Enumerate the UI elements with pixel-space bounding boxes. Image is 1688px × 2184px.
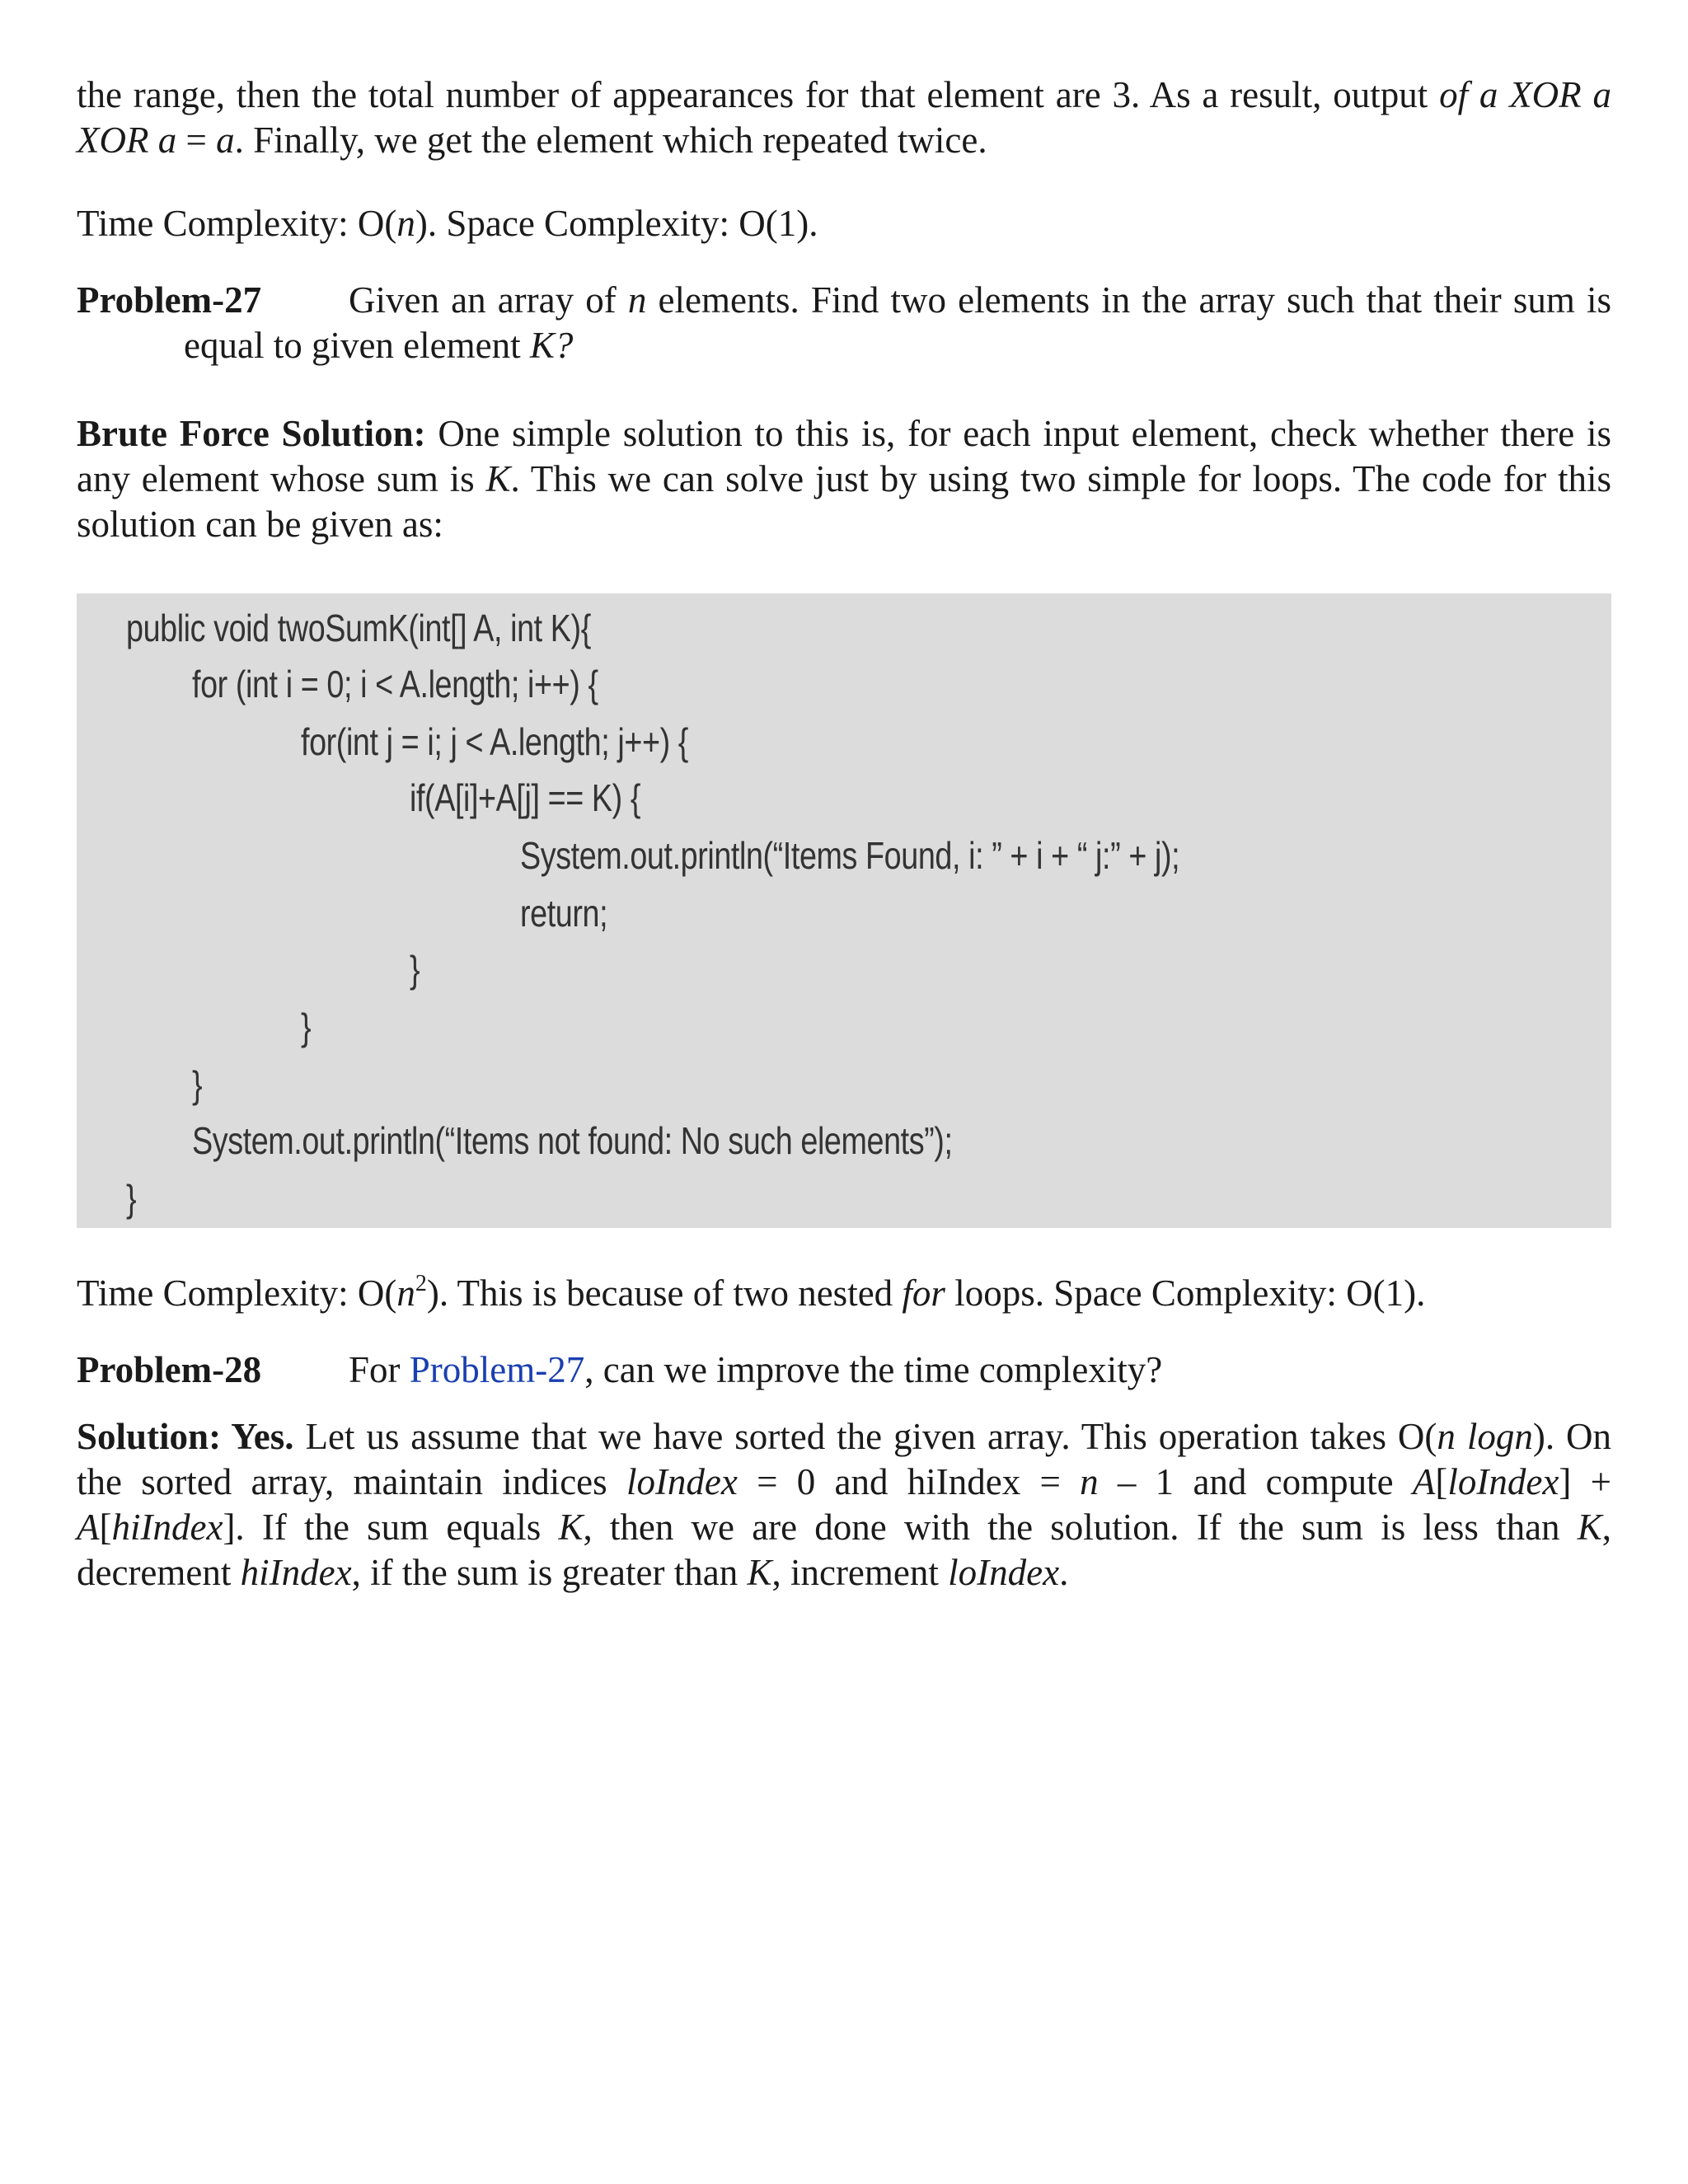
sol-hi: hiIndex: [111, 1507, 223, 1548]
sol-t5: [: [1435, 1461, 1448, 1502]
cx2-b: ). This is because of two nested: [426, 1272, 903, 1314]
code-line: System.out.println(“Items Found, i: ” + i + “ j:” + j);: [520, 834, 1180, 877]
sol-t3: = 0 and hiIndex =: [737, 1461, 1081, 1502]
sol-hi2: hiIndex: [240, 1552, 352, 1593]
problem-27-k: K?: [529, 325, 574, 366]
cx1-a: Time Complexity: O(: [77, 203, 397, 244]
sol-lo2: loIndex: [1447, 1461, 1559, 1502]
intro-eq: =: [176, 120, 217, 161]
cx2-a: Time Complexity: O(: [77, 1272, 397, 1314]
sol-n: n: [1080, 1461, 1099, 1502]
cx2-exp: 2: [415, 1271, 427, 1296]
sol-k1: K: [558, 1507, 584, 1548]
code-line: if(A[i]+A[j] == K) {: [410, 776, 641, 819]
problem-27-n: n: [627, 279, 647, 321]
problem-27-text-a: Given an array of: [349, 279, 628, 321]
code-line: }: [192, 1063, 203, 1106]
sol-lo3: loIndex: [948, 1552, 1060, 1593]
intro-var: a: [216, 120, 235, 161]
solution-label: Solution: Yes.: [77, 1416, 294, 1457]
code-line: }: [410, 948, 420, 991]
sol-t10: , decrement: [77, 1507, 1611, 1593]
problem-27-text-b: elements. Find two elements in the array such that their sum is equal to given element: [184, 279, 1611, 366]
sol-t7: [: [99, 1507, 112, 1548]
cx1-b: ). Space Complexity: O(1).: [415, 203, 818, 244]
document-page: [77, 73, 1611, 1596]
sol-t4: – 1 and compute: [1098, 1461, 1413, 1502]
sol-a1: A: [1412, 1461, 1436, 1502]
cx1-n: n: [396, 203, 415, 244]
sol-t9: , then we are done with the solution. If the sum is less than: [583, 1507, 1578, 1548]
intro-text: the range, then the total number of appearances for that element are 3. As a result, output: [77, 74, 1440, 115]
brute-text-b: . This we can solve just by using two simple for loops. The code for this solution can be given as:: [77, 458, 1611, 545]
problem-27-label: Problem-27: [77, 279, 262, 321]
sol-t1: Let us assume that we have sorted the given array. This operation takes O(: [293, 1416, 1437, 1457]
cx2-c: loops. Space Complexity: O(1).: [945, 1272, 1426, 1314]
sol-lo: loIndex: [626, 1461, 738, 1502]
brute-k: K: [485, 458, 511, 499]
code-line: for (int i = 0; i < A.length; i++) {: [192, 663, 598, 705]
code-line: }: [301, 1005, 312, 1048]
complexity-line-2: [77, 1271, 1611, 1316]
code-line: }: [126, 1177, 137, 1220]
solution-paragraph: [77, 1414, 1611, 1596]
sol-t13: .: [1059, 1552, 1069, 1593]
cx2-n: n: [396, 1272, 415, 1314]
problem-27-link[interactable]: Problem-27: [409, 1349, 585, 1390]
problem-28-text-a: For: [349, 1349, 410, 1390]
sol-t2: ). On the sorted array, maintain indices: [77, 1416, 1611, 1502]
brute-force-paragraph: [77, 411, 1611, 547]
sol-k3: K: [747, 1552, 772, 1593]
code-block: [77, 593, 1611, 1228]
sol-k2: K: [1577, 1507, 1602, 1548]
code-line: public void twoSumK(int[] A, int K){: [126, 607, 591, 649]
problem-28-text-b: , can we improve the time complexity?: [584, 1349, 1163, 1390]
intro-paragraph: [77, 73, 1611, 163]
sol-a2: A: [77, 1507, 100, 1548]
code-line: for(int j = i; j < A.length; j++) {: [301, 720, 688, 763]
sol-t1i: n logn: [1437, 1416, 1533, 1457]
cx2-for: for: [902, 1272, 945, 1314]
sol-t6: ] +: [1559, 1461, 1611, 1502]
intro-text-end: . Finally, we get the element which repeated twice.: [234, 120, 987, 161]
problem-27: [77, 278, 1611, 368]
problem-28-label: Problem-28: [77, 1349, 262, 1390]
sol-t8: ]. If the sum equals: [223, 1507, 559, 1548]
brute-force-label: Brute Force Solution:: [77, 413, 426, 454]
code-line: System.out.println(“Items not found: No such elements”);: [192, 1119, 953, 1162]
code-line: return;: [520, 892, 608, 935]
complexity-line-1: [77, 201, 1611, 246]
sol-t12: , increment: [771, 1552, 949, 1593]
intro-italic: of a XOR a XOR a: [77, 74, 1611, 161]
problem-28: [77, 1347, 1611, 1393]
brute-text-a: One simple solution to this is, for each input element, check whether there is any element whose sum is: [77, 413, 1611, 499]
sol-t11: , if the sum is greater than: [351, 1552, 748, 1593]
